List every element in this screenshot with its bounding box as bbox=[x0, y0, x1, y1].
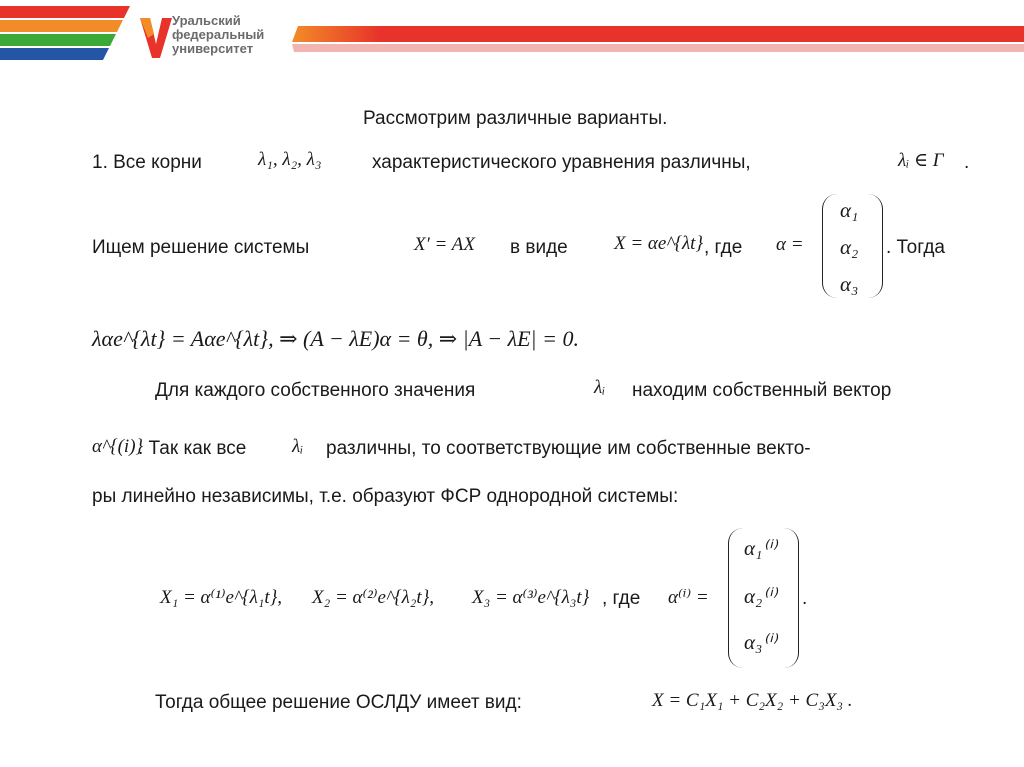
p5: ры линейно независимы, т.е. образуют ФСР однородной системы: bbox=[92, 486, 679, 507]
header-gradient-bar bbox=[292, 22, 1024, 54]
logo-line-1: Уральский bbox=[172, 13, 241, 28]
p7: Тогда общее решение ОСЛДУ имеет вид: bbox=[155, 692, 522, 713]
alpha-2: α₂ bbox=[840, 235, 859, 259]
slide-heading: Рассмотрим различные варианты. bbox=[363, 108, 668, 129]
math-system: X′ = AX bbox=[414, 234, 475, 255]
math-lambda-in-gamma: λᵢ ∈ Γ bbox=[898, 150, 944, 171]
p1-mid: характеристического уравнения различны, bbox=[372, 152, 751, 173]
university-name bbox=[172, 14, 264, 56]
alpha-i-1: α₁⁽ⁱ⁾ bbox=[744, 536, 777, 560]
p2-a: Ищем решение системы bbox=[92, 237, 310, 258]
math-fsr-1: X₁ = α⁽¹⁾e^{λ₁t}, bbox=[160, 587, 283, 608]
math-fsr-2: X₂ = α⁽²⁾e^{λ₂t}, bbox=[312, 587, 435, 608]
math-fsr-3: X₃ = α⁽³⁾e^{λ₃t} bbox=[472, 587, 590, 608]
p3-b: находим собственный вектор bbox=[632, 380, 892, 401]
p4-b: различны, то соответствующие им собственные векто- bbox=[326, 438, 811, 459]
alpha-i-2: α₂⁽ⁱ⁾ bbox=[744, 584, 777, 608]
p6-end: . bbox=[802, 588, 808, 609]
left-paren-2 bbox=[728, 528, 743, 668]
p2-d: . Тогда bbox=[886, 237, 945, 258]
logo-line-2: федеральный bbox=[172, 27, 265, 42]
p4-a: . Так как все bbox=[138, 438, 247, 459]
alpha-i-3: α₃⁽ⁱ⁾ bbox=[744, 630, 777, 654]
header bbox=[0, 0, 1024, 80]
p3-a: Для каждого собственного значения bbox=[155, 380, 476, 401]
brand-stripes bbox=[0, 0, 130, 80]
p1-lead: 1. Все корни bbox=[92, 152, 202, 173]
left-paren bbox=[822, 194, 837, 298]
math-general-solution: X = C₁X₁ + C₂X₂ + C₃X₃ . bbox=[652, 690, 853, 711]
math-lambda-i-2: λᵢ bbox=[292, 436, 304, 457]
math-solution-form: X = αe^{λt} bbox=[614, 233, 704, 254]
alpha-3: α₃ bbox=[840, 272, 859, 296]
alpha-1: α₁ bbox=[840, 198, 859, 222]
right-paren-2 bbox=[784, 528, 799, 668]
p6-gde: , где bbox=[602, 588, 641, 609]
math-alpha-eq: α = bbox=[776, 234, 804, 255]
math-roots: λ₁, λ₂, λ₃ bbox=[258, 149, 322, 170]
math-alpha-i-eq: α⁽ⁱ⁾ = bbox=[668, 587, 709, 608]
university-logo-icon bbox=[138, 14, 174, 60]
math-eq-chain: λαe^{λt} = Aαe^{λt}, ⇒ (A − λE)α = θ, ⇒ |A − λE| = 0. bbox=[92, 326, 579, 351]
math-lambda-i-1: λᵢ bbox=[594, 377, 606, 398]
logo-line-3: университет bbox=[172, 41, 254, 56]
math-alpha-i: α^{(i)} bbox=[92, 436, 144, 457]
p1-end: . bbox=[964, 152, 970, 173]
p2-b: в виде bbox=[510, 237, 568, 258]
right-paren bbox=[868, 194, 883, 298]
p2-c: , где bbox=[704, 237, 743, 258]
